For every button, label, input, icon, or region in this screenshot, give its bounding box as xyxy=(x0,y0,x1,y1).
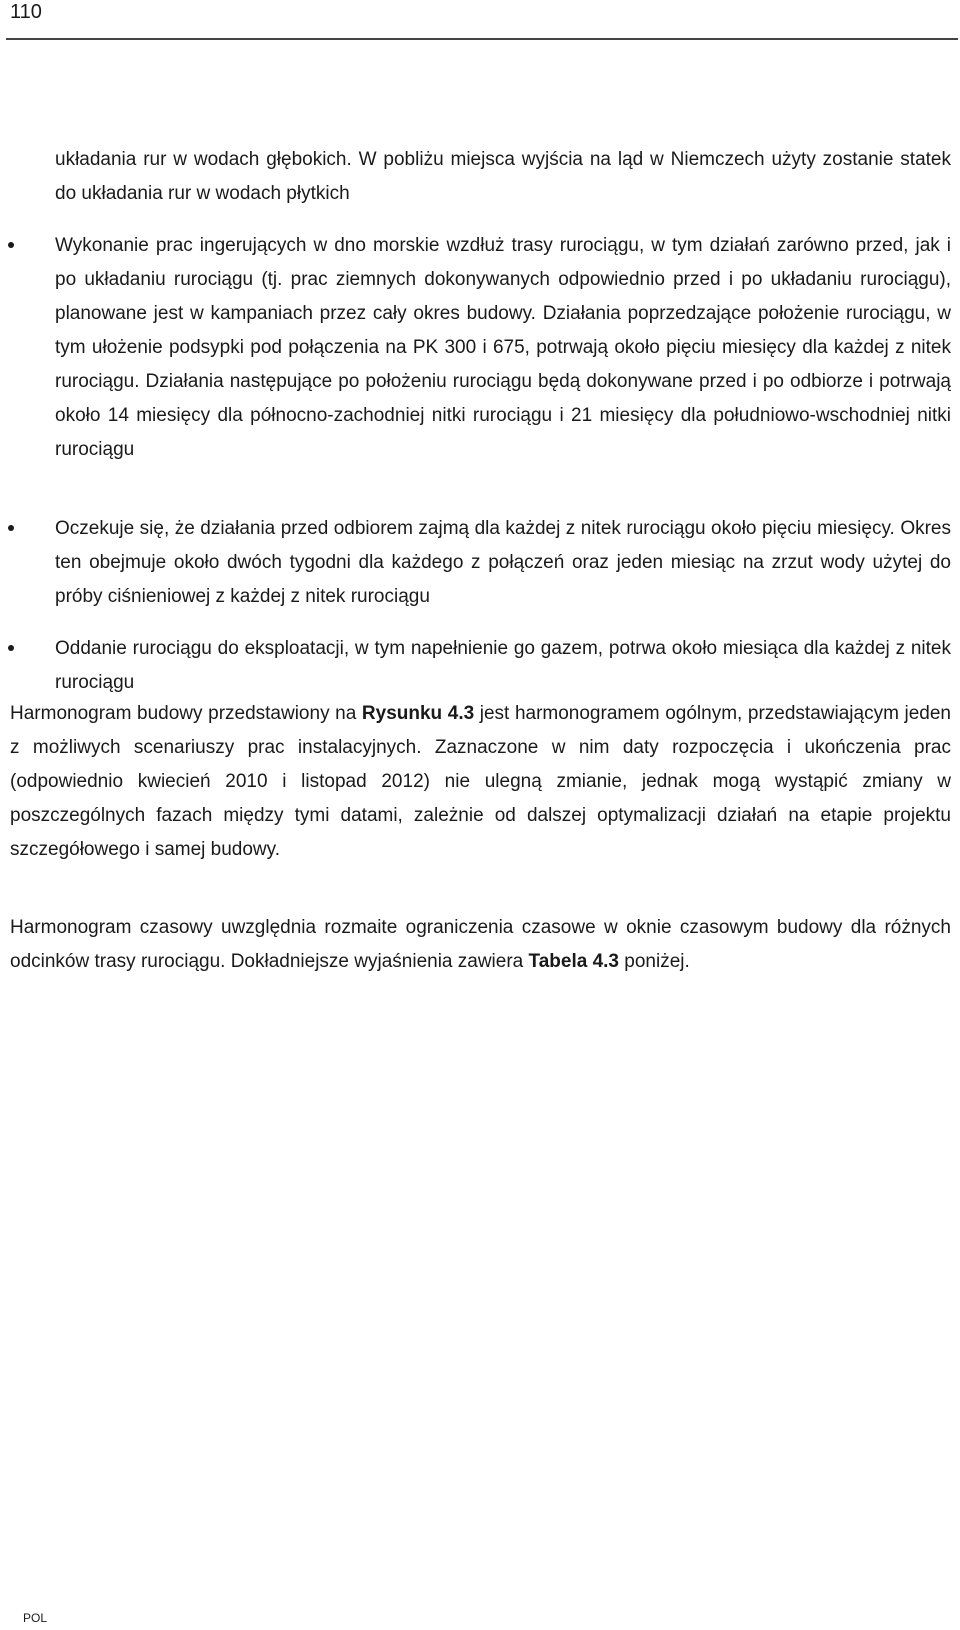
bullet-icon xyxy=(8,525,14,531)
bullet-icon xyxy=(8,242,14,248)
footer-language-code: POL xyxy=(23,1611,48,1625)
paragraph-schedule-text-2: jest harmonogramem ogólnym, przedstawiającym jeden z możliwych scenariuszy prac instalacyjnych. Zaznaczone w nim daty rozpoczęcia i ukończenia prac (odpowiednio kwiecień 2010 i listopad 2012) nie ulegną zmianie, jednak mogą wystąpić zmiany w poszczególnych fazach między tymi datami, zależnie od dalszej optymalizacji działań na etapie projektu szczegółowego i samej budowy. xyxy=(10,703,951,860)
page-number: 110 xyxy=(10,1,42,23)
figure-reference-link: Rysunku 4.3 xyxy=(361,703,475,724)
paragraph-constraints-text-1: Harmonogram czasowy uwzględnia rozmaite ograniczenia czasowe w oknie czasowym budowy dla różnych odcinków trasy rurociągu. Dokładniejsze wyjaśnienia zawiera xyxy=(10,917,951,972)
table-reference-link: Tabela 4.3 xyxy=(528,951,620,972)
bullet-item-commissioning: Oddanie rurociągu do eksploatacji, w tym napełnienie go gazem, potrwa około miesiąca dla każdej z nitek rurociągu xyxy=(55,638,951,693)
bullet-item-pre-commissioning: Oczekuje się, że działania przed odbiorem zajmą dla każdej z nitek rurociągu około pięciu miesięcy. Okres ten obejmuje około dwóch tygodni dla każdego z połączeń oraz jeden miesiąc na zrzut wody użytej do próby ciśnieniowej z każdej z nitek rurociągu xyxy=(55,518,951,607)
bullet-item-seabed-works: Wykonanie prac ingerujących w dno morskie wzdłuż trasy rurociągu, w tym działań zarówno przed, jak i po układaniu rurociągu (tj. prac ziemnych dokonywanych odpowiednio przed i po układaniu rurociągu), planowane jest w kampaniach przez cały okres budowy. Działania poprzedzające położenie rurociągu, w tym ułożenie podsypki pod połączenia na PK 300 i 675, potrwają około pięciu miesięcy dla każdej z nitek rurociągu. Działania następujące po położeniu rurociągu będą dokonywane przed i po odbiorze i potrwają około 14 miesięcy dla północno-zachodniej nitki rurociągu i 21 miesięcy dla południowo-wschodniej nitki rurociągu xyxy=(55,235,951,460)
paragraph-schedule-text-1: Harmonogram budowy przedstawiony na xyxy=(10,703,362,724)
continued-bullet-text: układania rur w wodach głębokich. W pobliżu miejsca wyjścia na ląd w Niemczech użyty zostanie statek do układania rur w wodach płytkich xyxy=(55,149,951,204)
paragraph-constraints-text-2: poniżej. xyxy=(619,951,690,972)
paragraph-time-constraints xyxy=(10,911,951,979)
bullet-icon xyxy=(8,645,14,651)
paragraph-schedule xyxy=(10,697,951,867)
header-divider xyxy=(6,38,958,40)
